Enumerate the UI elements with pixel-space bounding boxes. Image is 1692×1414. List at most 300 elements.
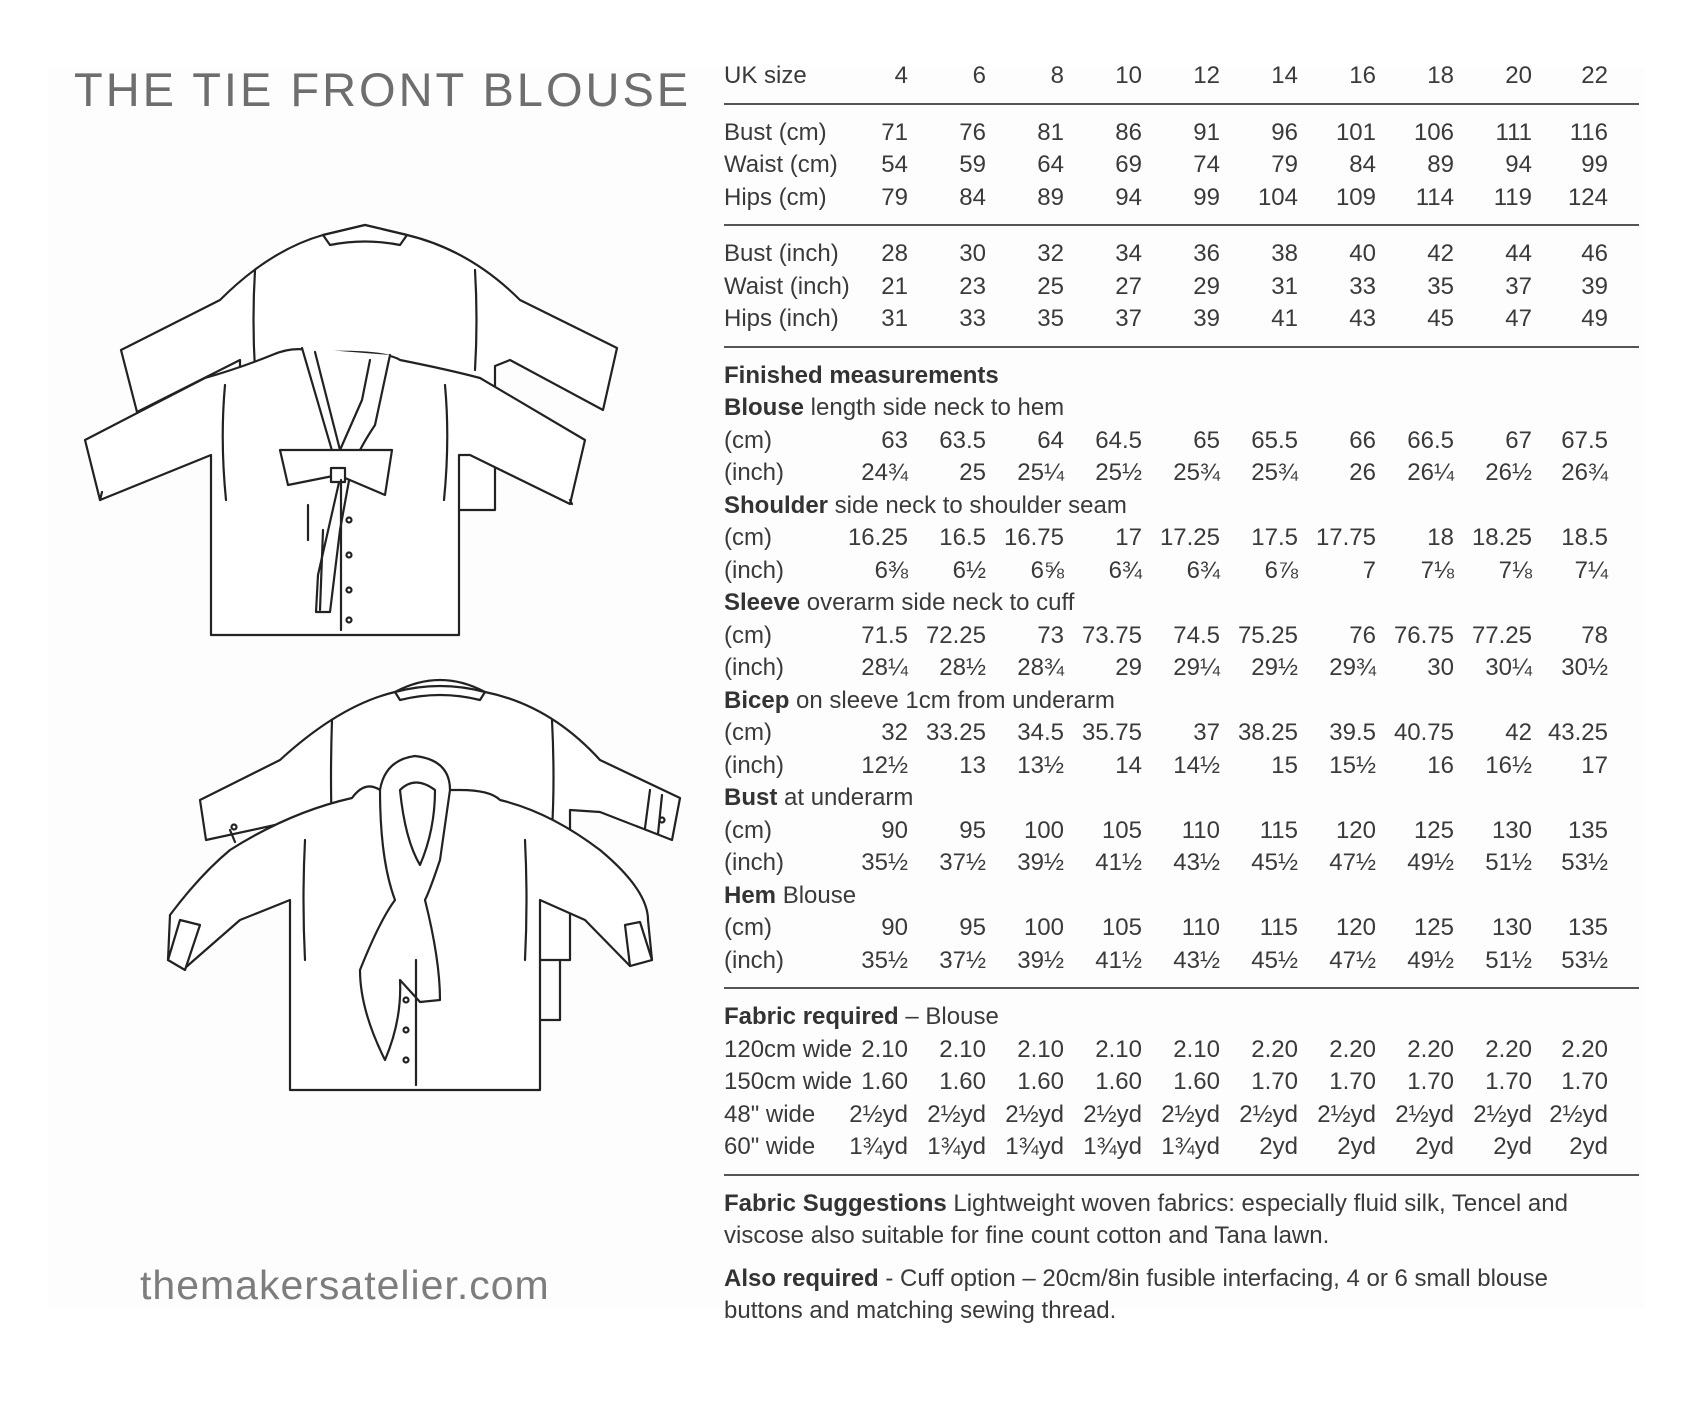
measure-cell: 14	[1115, 751, 1142, 779]
measure-cell: 31	[881, 305, 908, 332]
body-measure-row	[724, 182, 1639, 215]
measure-cell: 104	[1257, 183, 1298, 211]
measure-cell: 29¼	[1173, 654, 1220, 681]
row-label: Waist (cm)	[724, 151, 838, 178]
measure-cell: 76.75	[1393, 621, 1454, 649]
measure-cell: 49	[1581, 305, 1608, 332]
fabric-suggestions: Fabric Suggestions Lightweight woven fabrics: especially fluid silk, Tencel and viscose also suitable for fine count cotton and Tana lawn.	[724, 1189, 1568, 1249]
measure-cell: 71.5	[861, 621, 908, 649]
fabric-cell: 2½yd	[1005, 1100, 1064, 1128]
size-header-cell: 22	[1581, 62, 1608, 89]
measure-cell: 135	[1567, 914, 1608, 941]
measure-cell: 53½	[1561, 849, 1608, 876]
section-label	[724, 490, 1127, 523]
section-label-bold: Blouse	[724, 394, 805, 421]
finished-cm-row	[724, 522, 1639, 555]
finished-heading: Finished measurements	[724, 361, 999, 389]
section-label	[724, 685, 1115, 718]
divider	[724, 346, 1639, 348]
measure-cell: 101	[1335, 118, 1376, 146]
measure-cell: 14½	[1173, 751, 1220, 779]
row-label: UK size	[724, 62, 807, 89]
fabric-cell: 1.70	[1485, 1068, 1532, 1095]
measure-cell: 35.75	[1081, 719, 1142, 746]
fabric-cell: 2yd	[1415, 1133, 1454, 1160]
measure-cell: 42	[1427, 240, 1454, 267]
measure-cell: 30½	[1561, 654, 1608, 681]
measure-cell: 49½	[1407, 946, 1454, 974]
measure-cell: 6⅜	[874, 556, 908, 584]
fabric-cell: 1.60	[1017, 1068, 1064, 1095]
measure-cell: 25¾	[1251, 459, 1298, 486]
row-label: (inch)	[724, 459, 785, 486]
measure-cell: 30	[959, 240, 986, 267]
row-label: Bust (cm)	[724, 118, 827, 146]
fabric-cell: 2½yd	[1317, 1100, 1376, 1128]
measure-cell: 64.5	[1095, 426, 1142, 454]
measure-cell: 24¾	[861, 459, 908, 486]
measure-cell: 124	[1567, 183, 1608, 211]
measure-cell: 111	[1495, 118, 1532, 146]
size-header-cell: 10	[1115, 62, 1142, 89]
size-header-cell: 16	[1349, 62, 1376, 89]
measure-cell: 18	[1427, 524, 1454, 551]
measure-cell: 90	[881, 914, 908, 941]
section-label-bold: Hem	[724, 881, 777, 909]
fabric-cell: 1.60	[939, 1068, 986, 1095]
measure-cell: 47	[1505, 305, 1532, 332]
fabric-cell: 1¾yd	[927, 1133, 986, 1160]
size-header-cell: 6	[972, 62, 986, 89]
measure-cell: 49½	[1407, 849, 1454, 876]
fabric-cell: 1¾yd	[1005, 1133, 1064, 1160]
finished-section-heading	[724, 782, 1639, 815]
fabric-cell: 2.10	[1017, 1035, 1064, 1063]
fabric-heading: Fabric required – Blouse	[724, 1003, 999, 1030]
fabric-cell: 1¾yd	[849, 1133, 908, 1160]
measure-cell: 29	[1193, 272, 1220, 300]
fabric-cell: 2½yd	[1239, 1100, 1298, 1128]
measure-cell: 43½	[1173, 849, 1220, 876]
fabric-cell: 2yd	[1569, 1133, 1608, 1160]
measure-cell: 46	[1581, 240, 1608, 267]
measure-cell: 18.5	[1561, 524, 1608, 551]
row-label: (inch)	[724, 751, 785, 779]
size-header-cell: 12	[1193, 62, 1220, 89]
size-chart	[724, 60, 1639, 1328]
measure-cell: 106	[1413, 118, 1454, 146]
row-label: Hips (cm)	[724, 183, 827, 211]
measure-cell: 16.5	[939, 524, 986, 551]
measure-cell: 53½	[1561, 946, 1608, 974]
fabric-cell: 2½yd	[1473, 1100, 1532, 1128]
measure-cell: 17	[1115, 524, 1142, 551]
row-label: Bust (inch)	[724, 240, 839, 267]
measure-cell: 35	[1427, 272, 1454, 300]
measure-cell: 65	[1193, 426, 1220, 454]
fabric-cell: 1.70	[1407, 1068, 1454, 1095]
finished-cm-row	[724, 815, 1639, 848]
finished-section-heading	[724, 880, 1639, 913]
measure-cell: 39	[1581, 272, 1608, 300]
row-label: Waist (inch)	[724, 272, 850, 300]
finished-section-heading	[724, 392, 1639, 425]
measure-cell: 16½	[1485, 751, 1532, 779]
row-label: (inch)	[724, 654, 785, 681]
row-label: (inch)	[724, 946, 785, 974]
section-label-rest: on sleeve 1cm from underarm	[789, 686, 1115, 714]
finished-inch-row	[724, 457, 1639, 490]
divider	[724, 224, 1639, 226]
measure-cell: 6¾	[1186, 556, 1220, 584]
measure-cell: 65.5	[1251, 426, 1298, 454]
size-header-cell: 4	[894, 62, 908, 89]
measure-cell: 6½	[952, 556, 986, 584]
measure-cell: 125	[1413, 816, 1454, 844]
section-label	[724, 782, 913, 815]
measure-cell: 17	[1581, 751, 1608, 779]
measure-cell: 6⅝	[1030, 556, 1064, 584]
fabric-cell: 2.10	[939, 1035, 986, 1063]
measure-cell: 16.75	[1003, 524, 1064, 551]
section-label-rest: length side neck to hem	[804, 394, 1065, 421]
measure-cell: 25¾	[1173, 459, 1220, 486]
measure-cell: 115	[1259, 914, 1298, 941]
measure-cell: 130	[1491, 914, 1532, 941]
measure-cell: 99	[1581, 151, 1608, 178]
row-label: (cm)	[724, 914, 772, 941]
measure-cell: 34.5	[1017, 719, 1064, 746]
fabric-cell: 1.60	[1095, 1068, 1142, 1095]
measure-cell: 78	[1581, 621, 1608, 649]
measure-cell: 6¾	[1108, 556, 1142, 584]
measure-cell: 23	[959, 272, 986, 300]
body-measure-row	[724, 303, 1639, 336]
measure-cell: 25¼	[1017, 459, 1064, 486]
measure-cell: 115	[1259, 816, 1298, 844]
finished-inch-row	[724, 652, 1639, 685]
measure-cell: 26½	[1485, 459, 1532, 486]
measure-cell: 26	[1349, 459, 1376, 486]
section-label-bold: Shoulder	[724, 491, 829, 519]
measure-cell: 28	[881, 240, 908, 267]
measure-cell: 64	[1037, 151, 1064, 178]
size-header-cell: 18	[1427, 62, 1454, 89]
measure-cell: 29½	[1251, 654, 1298, 681]
fabric-cell: 1.70	[1329, 1068, 1376, 1095]
website-url: themakersatelier.com	[140, 1262, 550, 1308]
fabric-cell: 2½yd	[1549, 1100, 1608, 1128]
also-required: Also required - Cuff option – 20cm/8in fusible interfacing, 4 or 6 small blouse buttons and matching sewing thread.	[724, 1264, 1548, 1324]
measure-cell: 13½	[1017, 751, 1064, 779]
measure-cell: 73.75	[1081, 621, 1142, 649]
measure-cell: 17.75	[1315, 524, 1376, 551]
measure-cell: 39	[1193, 305, 1220, 332]
measure-cell: 125	[1413, 914, 1454, 941]
measure-cell: 45	[1427, 305, 1454, 332]
measure-cell: 6⅞	[1264, 556, 1298, 584]
row-label: (cm)	[724, 621, 772, 649]
measure-cell: 25	[959, 459, 986, 486]
measure-cell: 16	[1427, 751, 1454, 779]
finished-section-heading	[724, 587, 1639, 620]
body-measure-row	[724, 117, 1639, 150]
fabric-cell: 1¾yd	[1083, 1133, 1142, 1160]
measure-cell: 45½	[1251, 946, 1298, 974]
measure-cell: 67	[1505, 426, 1532, 454]
section-label-bold: Sleeve	[724, 589, 801, 616]
section-label-rest: side neck to shoulder seam	[828, 491, 1127, 519]
fabric-row	[724, 1099, 1639, 1132]
fabric-cell: 2.20	[1407, 1035, 1454, 1063]
section-label-rest: overarm side neck to cuff	[800, 589, 1075, 616]
measure-cell: 63	[881, 426, 908, 454]
measure-cell: 59	[959, 151, 986, 178]
fabric-cell: 2.20	[1329, 1035, 1376, 1063]
finished-section-heading	[724, 490, 1639, 523]
measure-cell: 130	[1491, 816, 1532, 844]
finished-inch-row	[724, 750, 1639, 783]
row-label: 60" wide	[724, 1133, 816, 1160]
measure-cell: 17.5	[1251, 524, 1298, 551]
fabric-cell: 2½yd	[1395, 1100, 1454, 1128]
section-label	[724, 587, 1074, 620]
section-label	[724, 880, 856, 913]
measure-cell: 41	[1271, 305, 1298, 332]
measure-cell: 40	[1349, 240, 1376, 267]
fabric-cell: 2.10	[861, 1035, 908, 1063]
section-label-rest: Blouse	[776, 881, 857, 909]
row-label: (cm)	[724, 719, 772, 746]
measure-cell: 28¼	[861, 654, 908, 681]
measure-cell: 43	[1349, 305, 1376, 332]
measure-cell: 37	[1505, 272, 1532, 300]
fabric-cell: 1.70	[1251, 1068, 1298, 1095]
measure-cell: 89	[1037, 183, 1064, 211]
measure-cell: 43.25	[1547, 719, 1608, 746]
measure-cell: 110	[1181, 816, 1220, 844]
row-label: 48" wide	[724, 1100, 816, 1128]
page-title: THE TIE FRONT BLOUSE	[74, 63, 692, 116]
measure-cell: 25	[1037, 272, 1064, 300]
measure-cell: 54	[881, 151, 908, 178]
measure-cell: 74	[1193, 151, 1220, 178]
section-label	[724, 392, 1064, 425]
measure-cell: 41½	[1095, 946, 1142, 974]
row-label: 120cm wide	[724, 1035, 853, 1063]
measure-cell: 64	[1037, 426, 1064, 454]
measure-cell: 39½	[1017, 849, 1064, 876]
measure-cell: 51½	[1485, 849, 1532, 876]
size-header-cell: 8	[1050, 62, 1064, 89]
measure-cell: 15½	[1329, 751, 1376, 779]
fabric-cell: 2½yd	[927, 1100, 986, 1128]
section-label-bold: Bust	[724, 784, 778, 811]
measure-cell: 29¾	[1329, 654, 1376, 681]
measure-cell: 67.5	[1561, 426, 1608, 454]
measure-cell: 7⅛	[1498, 556, 1532, 584]
measure-cell: 28½	[939, 654, 986, 681]
measure-cell: 32	[1037, 240, 1064, 267]
finished-cm-row	[724, 717, 1639, 750]
measure-cell: 79	[881, 183, 908, 211]
finished-section-heading	[724, 685, 1639, 718]
measure-cell: 51½	[1485, 946, 1532, 974]
measure-cell: 76	[959, 118, 986, 146]
size-header-row	[724, 60, 1639, 93]
measure-cell: 12½	[861, 751, 908, 779]
measure-cell: 47½	[1329, 946, 1376, 974]
fabric-cell: 1.60	[1173, 1068, 1220, 1095]
measure-cell: 30¼	[1485, 654, 1532, 681]
measure-cell: 35	[1037, 305, 1064, 332]
measure-cell: 84	[1349, 151, 1376, 178]
measure-cell: 120	[1335, 914, 1376, 941]
measure-cell: 75.25	[1237, 621, 1298, 649]
measure-cell: 63.5	[939, 426, 986, 454]
measure-cell: 96	[1271, 118, 1298, 146]
measure-cell: 99	[1193, 183, 1220, 211]
row-label: 150cm wide	[724, 1068, 853, 1095]
divider	[724, 1174, 1639, 1176]
measure-cell: 35½	[861, 849, 908, 876]
measure-cell: 71	[881, 118, 908, 146]
measure-cell: 100	[1023, 816, 1064, 844]
measure-cell: 95	[959, 816, 986, 844]
row-label: (cm)	[724, 524, 772, 551]
measure-cell: 45½	[1251, 849, 1298, 876]
fabric-cell: 2½yd	[849, 1100, 908, 1128]
measure-cell: 33	[959, 305, 986, 332]
body-measure-row	[724, 271, 1639, 304]
measure-cell: 16.25	[847, 524, 908, 551]
measure-cell: 28¾	[1017, 654, 1064, 681]
fabric-cell: 1.60	[861, 1068, 908, 1095]
measure-cell: 72.25	[925, 621, 986, 649]
fabric-cell: 2½yd	[1161, 1100, 1220, 1128]
measure-cell: 33	[1349, 272, 1376, 300]
measure-cell: 7⅛	[1420, 556, 1454, 584]
measure-cell: 39.5	[1329, 719, 1376, 746]
measure-cell: 79	[1271, 151, 1298, 178]
finished-cm-row	[724, 425, 1639, 458]
measure-cell: 100	[1023, 914, 1064, 941]
fabric-cell: 2.10	[1095, 1035, 1142, 1063]
blouse-illustration	[40, 200, 690, 1120]
fabric-cell: 2.10	[1173, 1035, 1220, 1063]
measure-cell: 73	[1037, 621, 1064, 649]
measure-cell: 74.5	[1173, 621, 1220, 649]
measure-cell: 38.25	[1237, 719, 1298, 746]
row-label: (inch)	[724, 849, 785, 876]
measure-cell: 34	[1115, 240, 1142, 267]
finished-inch-row	[724, 555, 1639, 588]
measure-cell: 37	[1193, 719, 1220, 746]
measure-cell: 110	[1181, 914, 1220, 941]
measure-cell: 114	[1415, 183, 1454, 211]
measure-cell: 31	[1271, 272, 1298, 300]
measure-cell: 32	[881, 719, 908, 746]
row-label: (cm)	[724, 816, 772, 844]
size-header-cell: 14	[1271, 62, 1298, 89]
measure-cell: 44	[1505, 240, 1532, 267]
measure-cell: 84	[959, 183, 986, 211]
fabric-cell: 2yd	[1259, 1133, 1298, 1160]
row-label: (cm)	[724, 426, 772, 454]
fabric-cell: 2yd	[1493, 1133, 1532, 1160]
measure-cell: 18.25	[1471, 524, 1532, 551]
size-header-cell: 20	[1505, 62, 1532, 89]
measure-cell: 86	[1115, 118, 1142, 146]
body-measure-row	[724, 149, 1639, 182]
measure-cell: 94	[1505, 151, 1532, 178]
fabric-row	[724, 1066, 1639, 1099]
measure-cell: 37½	[939, 849, 986, 876]
fabric-cell: 2½yd	[1083, 1100, 1142, 1128]
measure-cell: 30	[1427, 654, 1454, 681]
measure-cell: 81	[1037, 118, 1064, 146]
fabric-row	[724, 1131, 1639, 1164]
fabric-cell: 2.20	[1251, 1035, 1298, 1063]
divider	[724, 987, 1639, 989]
measure-cell: 26¼	[1407, 459, 1454, 486]
measure-cell: 17.25	[1159, 524, 1220, 551]
measure-cell: 105	[1101, 816, 1142, 844]
row-label: Hips (inch)	[724, 305, 839, 332]
fabric-cell: 1.70	[1561, 1068, 1608, 1095]
measure-cell: 21	[881, 272, 908, 300]
fabric-cell: 2.20	[1561, 1035, 1608, 1063]
measure-cell: 25½	[1095, 459, 1142, 486]
measure-cell: 7¼	[1574, 556, 1608, 584]
fabric-row	[724, 1034, 1639, 1067]
measure-cell: 33.25	[925, 719, 986, 746]
measure-cell: 43½	[1173, 946, 1220, 974]
measure-cell: 41½	[1095, 849, 1142, 876]
measure-cell: 76	[1349, 621, 1376, 649]
measure-cell: 120	[1335, 816, 1376, 844]
measure-cell: 29	[1115, 654, 1142, 681]
measure-cell: 90	[881, 816, 908, 844]
measure-cell: 13	[959, 751, 986, 779]
measure-cell: 37	[1115, 305, 1142, 332]
measure-cell: 35½	[861, 946, 908, 974]
measure-cell: 27	[1115, 272, 1142, 300]
finished-inch-row	[724, 945, 1639, 978]
fabric-cell: 2.20	[1485, 1035, 1532, 1063]
body-measure-row	[724, 238, 1639, 271]
measure-cell: 94	[1115, 183, 1142, 211]
measure-cell: 39½	[1017, 946, 1064, 974]
measure-cell: 26¾	[1561, 459, 1608, 486]
measure-cell: 77.25	[1471, 621, 1532, 649]
section-label-rest: at underarm	[777, 784, 914, 811]
finished-inch-row	[724, 847, 1639, 880]
finished-cm-row	[724, 912, 1639, 945]
measure-cell: 7	[1362, 556, 1376, 584]
fabric-cell: 1¾yd	[1161, 1133, 1220, 1160]
measure-cell: 116	[1569, 118, 1608, 146]
measure-cell: 105	[1101, 914, 1142, 941]
measure-cell: 95	[959, 914, 986, 941]
measure-cell: 37½	[939, 946, 986, 974]
measure-cell: 38	[1271, 240, 1298, 267]
measure-cell: 91	[1193, 118, 1220, 146]
measure-cell: 40.75	[1393, 719, 1454, 746]
measure-cell: 66.5	[1407, 426, 1454, 454]
measure-cell: 119	[1493, 183, 1532, 211]
row-label: (inch)	[724, 556, 785, 584]
